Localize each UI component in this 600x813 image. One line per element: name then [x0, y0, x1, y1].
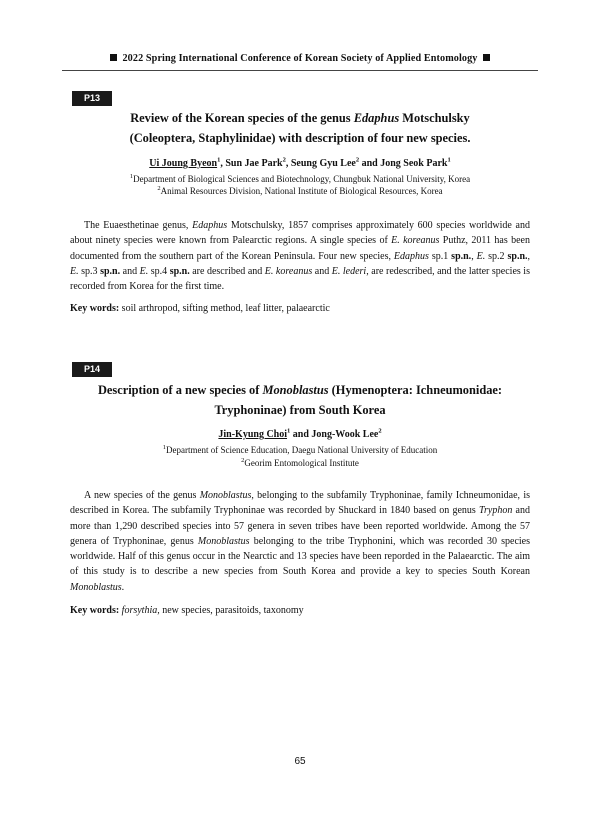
p14-authors: Jin-Kyung Choi$^1$ and Jong-Wook Lee$^2$ — [218, 427, 382, 440]
p13-affiliation-2: $^2$Animal Resources Division, National Institute of Biological Resources, Korea — [157, 185, 443, 196]
running-header — [64, 53, 536, 64]
p14-title: Description of a new species of Monoblastus (Hymenoptera: Ichneumonidae: Tryphoninae) from South Korea — [97, 383, 503, 417]
p13-keywords: Key words: soil arthropod, sifting method, leaf litter, palaearctic — [70, 303, 330, 314]
poster-tag-p13: P13 — [72, 91, 112, 106]
square-bullet-icon — [483, 54, 490, 61]
p13-affiliation-1: $^1$Department of Biological Sciences and Biotechnology, Chungbuk National University, Korea — [129, 173, 471, 184]
p14-abstract: A new species of the genus Monoblastus, belonging to the subfamily Tryphoninae, family Ichneumonidae, is described in Korea. The subfamily Tryphoninae was recorded by Shuckard in 1840 based on genus Tryphon and more than 1,290 described species into 57 genera in seven tribes have been reported worldwide. Among the 57 genera of Tryphoninae, genus Monoblastus belonging to the tribe Tryphonini, which was recorded 30 species worldwide. Half of this genus occur in the Nearctic and 13 species have been reporded in the Palaearctic. The aim of this study is to describe a new species from South Korea and provide a key to species South Korean Monoblastus. — [70, 490, 530, 593]
page-number: 65 — [294, 756, 306, 767]
p13-authors: Ui Joung Byeon$^1$, Sun Jae Park$^2$, Seung Gyu Lee$^2$ and Jong Seok Park$^1$ — [149, 156, 451, 169]
square-bullet-icon — [110, 54, 117, 61]
running-header-text: 2022 Spring International Conference of Korean Society of Applied Entomology — [122, 53, 478, 64]
p13-title: Review of the Korean species of the genus Edaphus Motschulsky (Coleoptera, Staphylinidae) with description of four new species. — [129, 111, 471, 145]
p14-affiliation-1: $^1$Department of Science Education, Daegu National University of Education — [162, 444, 438, 455]
p13-abstract: The Euaesthetinae genus, Edaphus Motschulsky, 1857 comprises approximately 600 species worldwide and about ninety species were known from Palearctic regions. A single species of E. koreanus Puthz, 2011 has been documented from the southern part of the Korean Peninsula. Four new species, Edaphus sp.1 sp.n., E. sp.2 sp.n., E. sp.3 sp.n. and E. sp.4 sp.n. are described and E. koreanus and E. lederi, are redescribed, and the latter species is recorded from Korea for the first time. — [70, 220, 530, 293]
p14-keywords: Key words: forsythia, new species, parasitoids, taxonomy — [70, 605, 304, 616]
poster-tag-p14: P14 — [72, 362, 112, 377]
p14-affiliation-2: $^2$Georim Entomological Institute — [241, 457, 359, 468]
header-divider — [62, 70, 538, 71]
